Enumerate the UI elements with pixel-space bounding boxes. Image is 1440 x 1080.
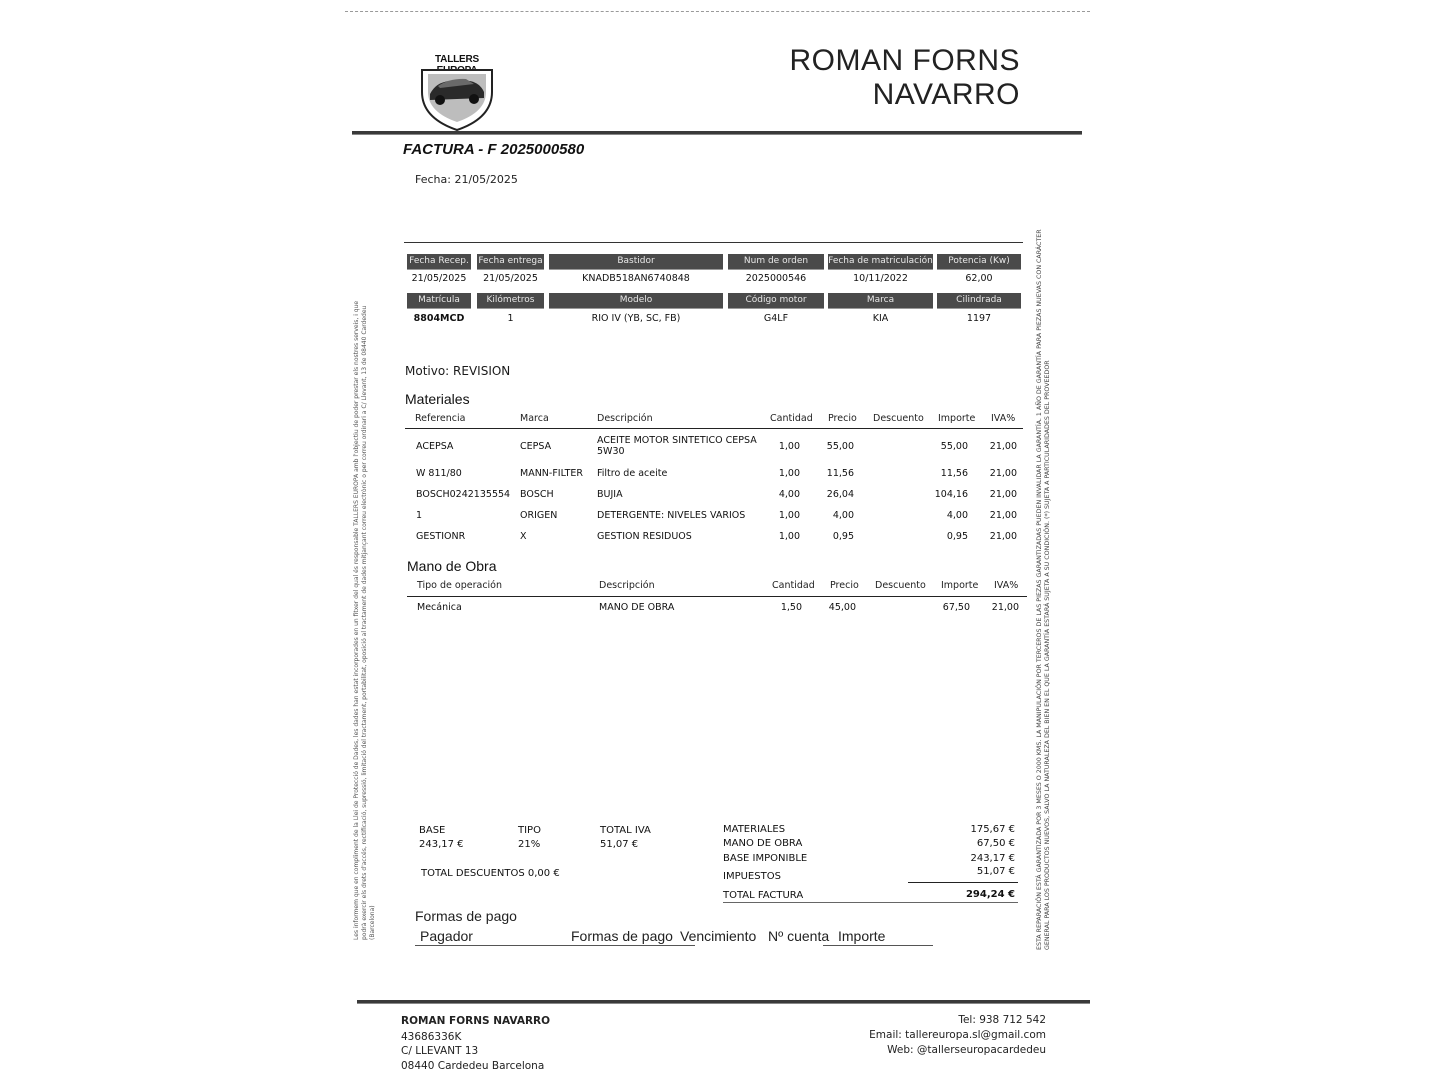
vehicle-header: Modelo (549, 293, 723, 309)
vehicle-divider (404, 242, 1023, 243)
payment-header: Vencimiento (680, 928, 757, 944)
footer-address: C/ LLEVANT 13 (401, 1045, 479, 1057)
footer-web: Web: @tallerseuropacardedeu (887, 1044, 1046, 1056)
cell-desc: Filtro de aceite (597, 468, 668, 479)
cell-desc: BUJIA (597, 489, 623, 500)
col-header: Precio (830, 580, 859, 591)
total-iva-label: TOTAL IVA (600, 825, 651, 836)
col-header: Marca (520, 413, 549, 424)
payment-title: Formas de pago (415, 908, 517, 924)
cell-desc: ACEITE MOTOR SINTETICO CEPSA 5W30 (597, 435, 757, 457)
cell-tipo: Mecánica (417, 602, 462, 613)
payment-header: Formas de pago (571, 928, 673, 944)
cell-marca: MANN-FILTER (520, 468, 583, 479)
total-factura-value: 294,24 € (965, 889, 1015, 900)
invoice-title: FACTURA - F 2025000580 (403, 141, 585, 158)
tipo-value: 21% (518, 839, 541, 850)
base-label: BASE (419, 825, 446, 836)
cell-price: 0,95 (832, 531, 854, 542)
vehicle-header: Fecha de matriculación (828, 254, 933, 270)
vehicle-header: Cilindrada (937, 293, 1021, 309)
cell-iva: 21,00 (989, 441, 1017, 452)
total-iva-value: 51,07 € (600, 839, 639, 850)
cell-price: 55,00 (826, 441, 854, 452)
vehicle-header: Fecha Recep. (407, 254, 471, 270)
base-value: 243,17 € (419, 839, 464, 850)
col-header: IVA% (991, 413, 1016, 424)
footer-divider (357, 1000, 1090, 1004)
cell-desc: DETERGENTE: NIVELES VARIOS (597, 510, 746, 521)
col-header: IVA% (994, 580, 1019, 591)
vehicle-value: 8804MCD (413, 313, 465, 324)
cell-importe: 11,56 (940, 468, 968, 479)
motivo: Motivo: REVISION (405, 364, 511, 378)
company-name-line1: ROMAN FORNS (789, 44, 1020, 77)
footer-nif: 43686336K (401, 1031, 462, 1043)
materiales-value: 175,67 € (970, 824, 1015, 835)
materiales-label: MATERIALES (723, 824, 786, 835)
col-header: Referencia (415, 413, 466, 424)
company-logo (414, 48, 500, 132)
vehicle-header: Bastidor (549, 254, 723, 270)
cell-desc: GESTION RESIDUOS (597, 531, 692, 542)
cell-qty: 1,50 (780, 602, 802, 613)
cell-ref: GESTIONR (416, 531, 466, 542)
cell-qty: 4,00 (778, 489, 800, 500)
vehicle-value: 10/11/2022 (853, 273, 908, 284)
col-header: Descuento (875, 580, 926, 591)
base-imponible-value: 243,17 € (970, 853, 1015, 864)
vehicle-value: G4LF (763, 313, 789, 324)
cell-qty: 1,00 (778, 510, 800, 521)
cell-ref: W 811/80 (416, 468, 462, 479)
shield-icon (414, 48, 500, 132)
impuestos-label: IMPUESTOS (723, 871, 781, 882)
materiales-title: Materiales (405, 391, 470, 407)
footer-city: 08440 Cardedeu Barcelona (401, 1060, 545, 1072)
cell-marca: X (520, 531, 527, 542)
cell-price: 11,56 (826, 468, 854, 479)
col-header: Precio (828, 413, 857, 424)
vehicle-value: 2025000546 (745, 273, 807, 284)
col-header: Descuento (873, 413, 924, 424)
vehicle-header: Num de orden (728, 254, 824, 270)
col-header: Importe (938, 413, 976, 424)
payment-header: Importe (838, 928, 886, 944)
col-header: Tipo de operación (417, 580, 503, 591)
vehicle-value: 1 (507, 313, 514, 324)
vehicle-value: 21/05/2025 (483, 273, 538, 284)
invoice-date: Fecha: 21/05/2025 (415, 173, 518, 186)
cell-qty: 1,00 (778, 441, 800, 452)
payment-header: Nº cuenta (768, 928, 830, 944)
total-underline (723, 902, 1018, 903)
footer-name: ROMAN FORNS NAVARRO (401, 1015, 551, 1027)
cell-desc: MANO DE OBRA (599, 602, 675, 613)
mano-obra-label: MANO DE OBRA (723, 838, 803, 849)
cell-qty: 1,00 (778, 468, 800, 479)
cell-ref: ACEPSA (416, 441, 454, 452)
footer-tel: Tel: 938 712 542 (958, 1014, 1046, 1026)
vehicle-value: KIA (872, 313, 889, 324)
total-descuentos: TOTAL DESCUENTOS 0,00 € (421, 868, 560, 879)
vehicle-header: Matrícula (407, 293, 471, 309)
vehicle-header: Kilómetros (477, 293, 544, 309)
payment-underline (823, 945, 933, 946)
privacy-notice: Les informem que en compliment de la Llei de Protecció de Dades, les dades han estat incorporades en un fitxer del qual és responsable TALLERS EUROPA amb l'objectiu de poder prestar els nostres serveis, i que podrà exercir els drets d'accés, rectificació, supressió, limitació del tractament, portabilitat, oposició al tractament de dades mitjançant correu electrònic o per correu ordinari a C/ Llevant, 13 de 08440 Cardedeu (Barcelona) (353, 300, 376, 940)
cell-iva: 21,00 (991, 602, 1019, 613)
warranty-notice: ESTA REPARACIÓN ESTÁ GARANTIZADA POR 3 MESES O 2000 KMS. LA MANIPULACIÓN POR TERCEROS DE LAS PIEZAS GARANTIZADAS PUEDEN INVALIDAR LA GARANTÍA. 1 AÑO DE GARANTÍA PARA PIEZAS NUEVAS CON CARÁCTER GENERAL PARA LOS PRODUCTOS NUEVOS, SALVO LA NATURALEZA DEL BIEN EN EL QUE LA GARANTÍA ESTARÁ SUJETA A SU CONDICIÓN. (*) SUJETA A PARTICULARIDADES DEL PROVEEDOR (1036, 229, 1051, 950)
cell-price: 4,00 (832, 510, 854, 521)
vehicle-value: 21/05/2025 (411, 273, 467, 284)
cell-iva: 21,00 (989, 468, 1017, 479)
col-header: Cantidad (772, 580, 815, 591)
payment-header: Pagador (420, 928, 473, 944)
col-header: Importe (941, 580, 979, 591)
cell-price: 26,04 (826, 489, 854, 500)
vehicle-header: Fecha entrega (477, 254, 544, 270)
mano-obra-value: 67,50 € (976, 838, 1015, 849)
header-underline (405, 428, 1023, 429)
vehicle-value: RIO IV (YB, SC, FB) (591, 313, 681, 324)
total-factura-label: TOTAL FACTURA (723, 890, 804, 901)
cell-marca: CEPSA (520, 441, 552, 452)
impuestos-value: 51,07 € (976, 866, 1015, 877)
cell-ref: 1 (416, 510, 423, 521)
header-divider (352, 131, 1082, 135)
cell-importe: 0,95 (946, 531, 968, 542)
base-imponible-label: BASE IMPONIBLE (723, 853, 808, 864)
tipo-label: TIPO (518, 825, 541, 836)
company-name (780, 44, 1020, 112)
totals-underline (908, 882, 1018, 883)
col-header: Descripción (599, 580, 655, 591)
cell-iva: 21,00 (989, 510, 1017, 521)
cell-price: 45,00 (828, 602, 856, 613)
cell-importe: 4,00 (946, 510, 968, 521)
col-header: Descripción (597, 413, 653, 424)
logo-text: TALLERS (435, 54, 479, 65)
top-rule (345, 11, 1090, 12)
payment-underline (415, 945, 695, 946)
cell-marca: BOSCH (520, 489, 554, 500)
vehicle-header: Código motor (728, 293, 824, 309)
cell-qty: 1,00 (778, 531, 800, 542)
vehicle-header: Potencia (Kw) (937, 254, 1021, 270)
cell-marca: ORIGEN (520, 510, 558, 521)
mano-obra-title: Mano de Obra (407, 558, 497, 574)
vehicle-value: 62,00 (965, 273, 993, 284)
cell-importe: 55,00 (940, 441, 968, 452)
vehicle-value: KNADB518AN6740848 (582, 273, 690, 284)
cell-iva: 21,00 (989, 531, 1017, 542)
cell-iva: 21,00 (989, 489, 1017, 500)
header-underline (407, 596, 1027, 597)
cell-importe: 67,50 (942, 602, 970, 613)
col-header: Cantidad (770, 413, 813, 424)
cell-ref: BOSCH0242135554 (416, 489, 511, 500)
vehicle-header: Marca (828, 293, 933, 309)
company-name-line2: NAVARRO (872, 78, 1020, 111)
vehicle-value: 1197 (966, 313, 992, 324)
cell-importe: 104,16 (934, 489, 968, 500)
footer-email: Email: tallereuropa.sl@gmail.com (869, 1029, 1046, 1041)
